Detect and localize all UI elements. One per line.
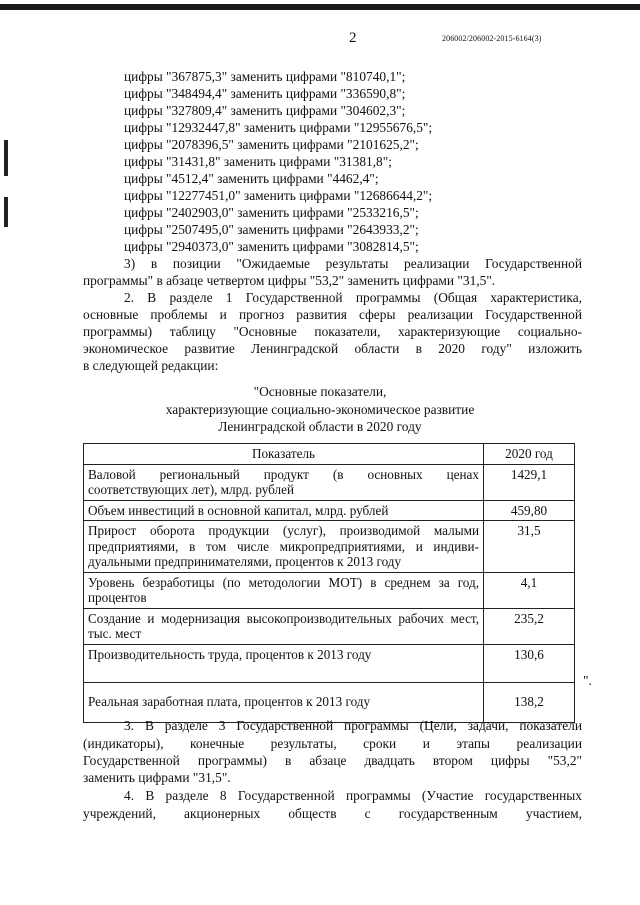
replacement-line: цифры "31431,8" заменить цифрами "31381,8"; (124, 154, 392, 169)
paragraph-line: в следующей редакции: (83, 358, 219, 373)
indicator-value: 130,6 (484, 644, 575, 682)
replacement-line: цифры "348494,4" заменить цифрами "336590,8"; (124, 86, 406, 101)
paragraph-line: 3. В разделе 3 Государственной программы (Цели, задачи, показатели (124, 718, 582, 733)
table-title-line: "Основные показатели, (253, 384, 387, 399)
table-title-line: характеризующие социально-экономическое развитие (165, 402, 475, 417)
table-row (84, 521, 575, 573)
indicators-table (83, 443, 575, 723)
scan-mark (4, 140, 8, 176)
table-row (84, 644, 575, 682)
replacement-line: цифры "4512,4" заменить цифрами "4462,4"; (124, 171, 379, 186)
indicator-value: 31,5 (484, 521, 575, 573)
paragraph-line: Государственной программы) в абзаце двадцать втором цифры "53,2" (83, 753, 582, 768)
paragraph-line: учреждений, акционерных обществ с государственным участием, (83, 806, 582, 821)
replacement-line: цифры "327809,4" заменить цифрами "304602,3"; (124, 103, 406, 118)
paragraph-line: заменить цифрами "31,5". (83, 770, 231, 785)
paragraph-line: программы) таблицу "Основные показатели, характеризующие социально- (83, 324, 582, 339)
indicator-label: Прирост оборота продукции (услуг), производимой малыми предприятиями, в том числе микропредприятиями, и индиви-дуальными предпринимателями, процентов к 2013 году (84, 521, 484, 573)
indicator-value: 1429,1 (484, 464, 575, 500)
closing-quote: ". (583, 673, 592, 688)
replacement-line: цифры "367875,3" заменить цифрами "810740,1"; (124, 69, 406, 84)
paragraph-line: 3) в позиции "Ожидаемые результаты реализации Государственной (124, 256, 582, 271)
indicator-label: Объем инвестиций в основной капитал, млрд. рублей (84, 500, 484, 521)
scan-mark (4, 197, 8, 227)
column-header-indicator: Показатель (84, 444, 484, 465)
indicator-value: 138,2 (484, 682, 575, 722)
document-code: 206002/206002-2015-6164(3) (442, 34, 542, 43)
replacement-line: цифры "2402903,0" заменить цифрами "2533216,5"; (124, 205, 419, 220)
table-title-line: Ленинградской области в 2020 году (218, 419, 422, 434)
replacement-line: цифры "2940373,0" заменить цифрами "3082814,5"; (124, 239, 419, 254)
paragraph-line: (индикаторы), конечные результаты, сроки и этапы реализации (83, 736, 582, 751)
indicator-value: 235,2 (484, 608, 575, 644)
replacement-line: цифры "12932447,8" заменить цифрами "12955676,5"; (124, 120, 433, 135)
page-number: 2 (349, 30, 357, 46)
column-header-year: 2020 год (484, 444, 575, 465)
table-row (84, 464, 575, 500)
indicator-label: Создание и модернизация высокопроизводительных рабочих мест, тыс. мест (84, 608, 484, 644)
paragraph-line: программы" в абзаце четвертом цифры "53,2" заменить цифрами "31,5". (83, 273, 496, 288)
indicator-label: Реальная заработная плата, процентов к 2013 году (84, 682, 484, 722)
table-row (84, 682, 575, 722)
table-row (84, 608, 575, 644)
indicator-value: 459,80 (484, 500, 575, 521)
indicator-label: Валовой региональный продукт (в основных ценах соответствующих лет), млрд. рублей (84, 464, 484, 500)
replacement-line: цифры "12277451,0" заменить цифрами "12686644,2"; (124, 188, 433, 203)
indicator-value: 4,1 (484, 572, 575, 608)
indicator-label: Производительность труда, процентов к 2013 году (84, 644, 484, 682)
paragraph-line: основные проблемы и прогноз развития сферы реализации Государственной (83, 307, 582, 322)
paragraph-line: 2. В разделе 1 Государственной программы (Общая характеристика, (124, 290, 582, 305)
table-row (84, 572, 575, 608)
replacement-line: цифры "2507495,0" заменить цифрами "2643933,2"; (124, 222, 419, 237)
paragraph-line: экономическое развитие Ленинградской области в 2020 году" изложить (83, 341, 582, 356)
scan-border-top (0, 4, 640, 10)
indicator-label: Уровень безработицы (по методологии МОТ) в среднем за год, процентов (84, 572, 484, 608)
table-row (84, 500, 575, 521)
replacement-line: цифры "2078396,5" заменить цифрами "2101625,2"; (124, 137, 419, 152)
table-header-row (84, 444, 575, 465)
paragraph-line: 4. В разделе 8 Государственной программы (Участие государственных (124, 788, 582, 803)
